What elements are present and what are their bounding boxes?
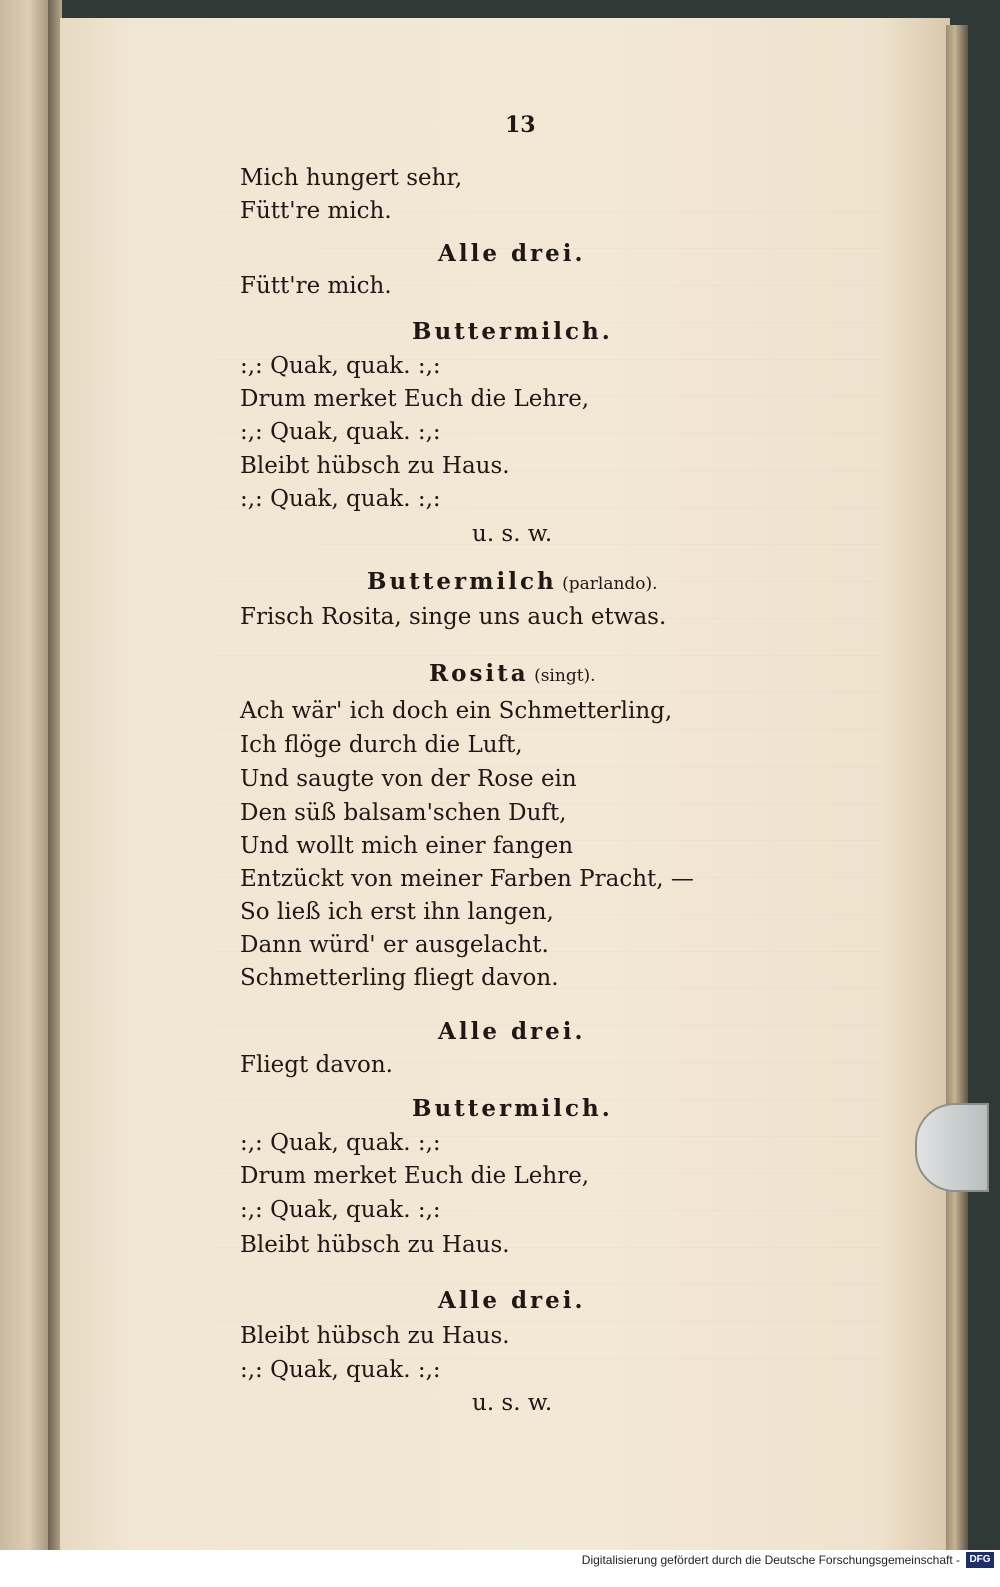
verse-line <box>240 419 441 445</box>
line-text: So ließ ich erst ihn langen, <box>240 899 554 925</box>
verse-line <box>240 353 441 379</box>
verse-line <box>240 732 523 758</box>
verse-line <box>240 386 589 412</box>
page-edge <box>946 25 968 1550</box>
left-page-edge <box>0 0 48 1550</box>
verse-line <box>240 766 577 792</box>
line-text: Und saugte von der Rose ein <box>240 766 577 792</box>
verse-line <box>240 453 510 479</box>
verse-line <box>240 1323 510 1349</box>
line-text: Bleibt hübsch zu Haus. <box>240 453 510 479</box>
verse-line <box>240 833 573 859</box>
speaker-heading <box>412 1095 613 1122</box>
page-number: 13 <box>505 112 536 138</box>
verse-line <box>240 273 392 299</box>
verse-line <box>240 1197 441 1223</box>
line-text: :,: Quak, quak. :,: <box>240 1197 441 1223</box>
verse-line <box>240 899 554 925</box>
line-text: Bleibt hübsch zu Haus. <box>240 1232 510 1258</box>
page-tab-marker <box>915 1103 989 1192</box>
verse-line <box>240 1052 393 1078</box>
line-text: :,: Quak, quak. :,: <box>240 353 441 379</box>
line-text: Den süß balsam'schen Duft, <box>240 800 567 826</box>
line-text: Drum merket Euch die Lehre, <box>240 1163 590 1189</box>
verse-line <box>240 604 666 630</box>
line-text: Alle drei. <box>438 240 586 267</box>
verse-line <box>240 932 549 958</box>
line-text: :,: Quak, quak. :,: <box>240 1130 441 1156</box>
speaker-heading <box>412 318 613 345</box>
line-text: :,: Quak, quak. :,: <box>240 1357 441 1383</box>
speaker-heading <box>429 660 596 687</box>
line-text: :,: Quak, quak. :,: <box>240 419 441 445</box>
line-text: Buttermilch <box>367 568 557 595</box>
verse-line <box>240 198 392 224</box>
line-text: Schmetterling fliegt davon. <box>240 965 559 991</box>
verse-line <box>240 165 462 191</box>
speaker-heading <box>438 240 586 267</box>
line-text: Dann würd' er ausgelacht. <box>240 932 549 958</box>
line-text: Und wollt mich einer fangen <box>240 833 574 859</box>
line-text: Fütt're mich. <box>240 273 392 299</box>
speaker-heading <box>438 1287 586 1314</box>
line-text: Frisch Rosita, singe uns auch etwas. <box>240 604 667 630</box>
footer-credit: Digitalisierung gefördert durch die Deutsche Forschungsgemeinschaft - <box>581 1553 960 1567</box>
verse-line <box>240 1357 441 1383</box>
stage-direction: (singt). <box>528 666 596 686</box>
verse-line <box>240 800 566 826</box>
line-text: Alle drei. <box>438 1018 586 1045</box>
line-text: Buttermilch. <box>412 1095 613 1122</box>
ellipsis-line <box>472 1390 552 1416</box>
verse-line <box>240 965 559 991</box>
verse-line <box>240 1163 589 1189</box>
line-text: u. s. w. <box>472 1390 553 1416</box>
line-text: Fliegt davon. <box>240 1052 393 1078</box>
verse-line <box>240 698 672 724</box>
line-text: Ich flöge durch die Luft, <box>240 732 523 758</box>
stage-direction: (parlando). <box>556 574 658 594</box>
line-text: Alle drei. <box>438 1287 586 1314</box>
speaker-heading <box>438 1018 586 1045</box>
ellipsis-line <box>472 521 552 547</box>
dfg-logo: DFG <box>966 1552 994 1568</box>
verse-line <box>240 866 694 892</box>
verse-line <box>240 486 441 512</box>
speaker-heading <box>367 568 658 595</box>
line-text: Fütt're mich. <box>240 198 392 224</box>
line-text: Ach wär' ich doch ein Schmetterling, <box>240 698 673 724</box>
line-text: Mich hungert sehr, <box>240 165 463 191</box>
verse-line <box>240 1130 441 1156</box>
verse-line <box>240 1232 510 1258</box>
line-text: Entzückt von meiner Farben Pracht, — <box>240 866 694 892</box>
line-text: Drum merket Euch die Lehre, <box>240 386 590 412</box>
line-text: :,: Quak, quak. :,: <box>240 486 441 512</box>
line-text: Buttermilch. <box>412 318 613 345</box>
line-text: u. s. w. <box>472 521 553 547</box>
line-text: Bleibt hübsch zu Haus. <box>240 1323 510 1349</box>
line-text: Rosita <box>429 660 529 687</box>
